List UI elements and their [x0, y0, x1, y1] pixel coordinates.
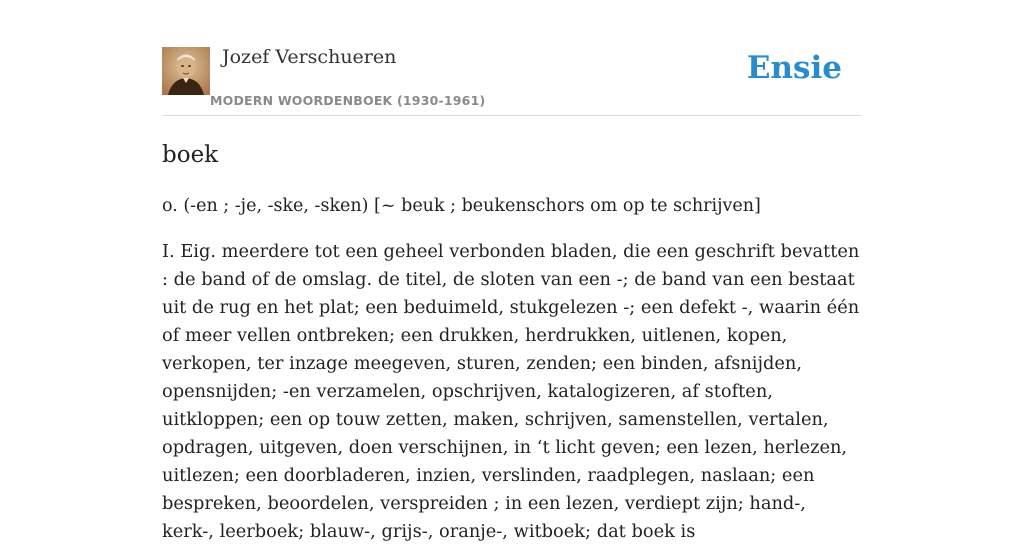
author-portrait-icon	[162, 47, 210, 95]
author-avatar[interactable]	[162, 47, 210, 95]
entry-title: boek	[162, 142, 219, 168]
entry-definition: I. Eig. meerdere tot een geheel verbonden bladen, die een geschrift bevatten : de band of de omslag. de titel, de sloten van een -; de band van een bestaat uit de rug en het plat; een beduimeld, stukgelezen -; een defekt -, waarin één of meer vellen ontbreken; een drukken, herdrukken, uitlenen, kopen, verkopen, ter inzage meegeven, sturen, zenden; een binden, afsnijden, opensnijden; -en verzamelen, opschrijven, katalogizeren, af stoften, uitkloppen; een op touw zetten, maken, schrijven, samenstellen, vertalen, opdragen, uitgeven, doen verschijnen, in ‘t licht geven; een lezen, herlezen, uitlezen; een doorbladeren, inzien, verslinden, raadplegen, naslaan; een bespreken, beoordelen, verspreiden ; in een lezen, verdiept zijn; hand-, kerk-, leerboek; blauw-, grijs-, oranje-, witboek; dat boek is	[162, 241, 860, 542]
ensie-logo[interactable]: Ensie	[746, 50, 842, 86]
entry-grammar: o. (-en ; -je, -ske, -sken) [~ beuk ; beukenschors om op te schrijven]	[162, 196, 761, 216]
source-label[interactable]: MODERN WOORDENBOEK (1930-1961)	[210, 93, 486, 108]
author-name[interactable]: Jozef Verschueren	[222, 46, 397, 68]
entry-header	[162, 0, 862, 116]
page-container	[162, 0, 862, 542]
